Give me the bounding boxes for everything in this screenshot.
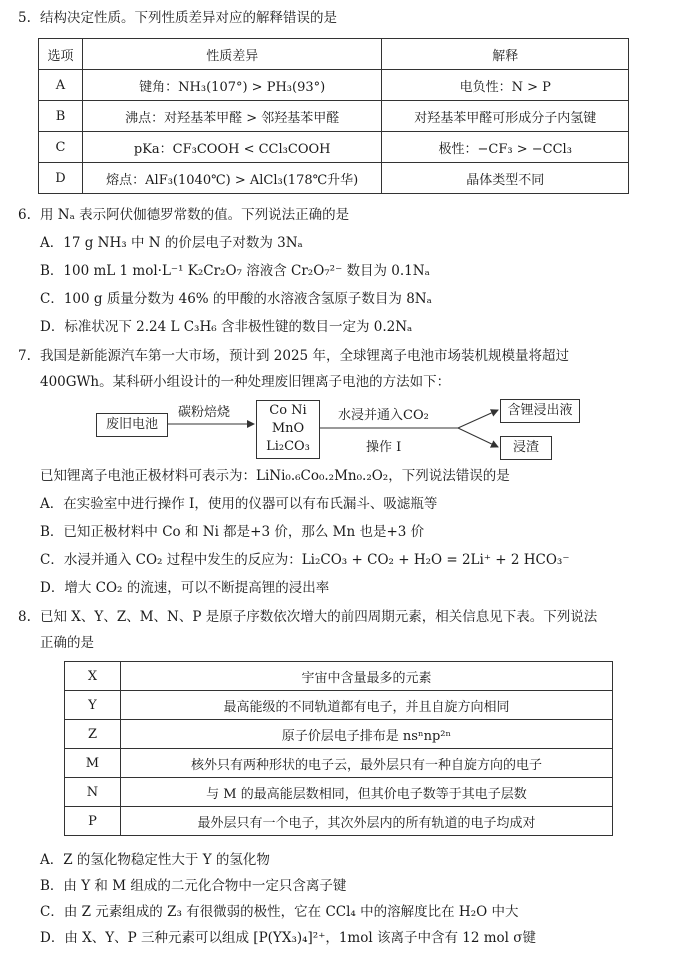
table-row	[65, 720, 613, 749]
q8-option-a: A．Z 的氢化物稳定性大于 Y 的氢化物	[40, 852, 270, 868]
q5-header-option: 选项	[39, 39, 83, 70]
q7-number: 7.	[18, 348, 31, 364]
q8-info: 核外只有两种形状的电子云，最外层只有一种自旋方向的电子	[120, 749, 612, 778]
q5-row-explanation: 晶体类型不同	[382, 163, 629, 194]
q8-option-c: C．由 Z 元素组成的 Z₃ 有很微弱的极性，它在 CCl₄ 中的溶解度比在 H₂O 中大	[40, 904, 519, 920]
q7-option-b: B．已知正极材料中 Co 和 Ni 都是+3 价，那么 Mn 也是+3 价	[40, 524, 425, 540]
table-row	[65, 778, 613, 807]
flow-step2-top-label: 水浸并通入CO₂	[338, 408, 429, 423]
q5-row-explanation: 电负性：N > P	[382, 70, 629, 101]
q6-option-a: A．17 g NH₃ 中 N 的价层电子对数为 3Nₐ	[40, 235, 303, 251]
flow-mid-line2: MnO	[271, 421, 305, 436]
q5-header-property: 性质差异	[82, 39, 382, 70]
q8-element: Y	[65, 691, 121, 720]
q8-text-line1: 已知 X、Y、Z、M、N、P 是原子序数依次增大的前四周期元素，相关信息见下表。下列说法	[40, 609, 598, 625]
q5-row-property: pKa：CF₃COOH < CCl₃COOH	[82, 132, 382, 163]
flow-step1-label: 碳粉焙烧	[178, 405, 231, 420]
q8-info: 最高能级的不同轨道都有电子，并且自旋方向相同	[120, 691, 612, 720]
table-row	[65, 749, 613, 778]
q6-option-d: D．标准状况下 2.24 L C₃H₆ 含非极性键的数目一定为 0.2Nₐ	[40, 319, 413, 335]
flow-mid-line1: Co Ni	[269, 403, 307, 418]
table-row	[65, 691, 613, 720]
q8-info: 原子价层电子排布是 nsⁿnp²ⁿ	[120, 720, 612, 749]
q7-known: 已知锂离子电池正极材料可表示为：LiNi₀.₆Co₀.₂Mn₀.₂O₂，下列说法错误的是	[40, 468, 510, 484]
q6-text: 用 Nₐ 表示阿伏伽德罗常数的值。下列说法正确的是	[40, 207, 350, 223]
q5-row-option: A	[39, 70, 83, 101]
q5-header-explanation: 解释	[382, 39, 629, 70]
q8-number: 8.	[18, 609, 31, 625]
flow-arrow-2-down	[458, 428, 498, 447]
q8-element: M	[65, 749, 121, 778]
q8-info: 宇宙中含量最多的元素	[120, 662, 612, 691]
table-row	[65, 662, 613, 691]
flow-step2-bottom-label: 操作 I	[366, 440, 402, 455]
q5-text: 结构决定性质。下列性质差异对应的解释错误的是	[40, 10, 337, 26]
flow-mid-line3: Li₂CO₃	[266, 439, 310, 454]
q8-option-b: B．由 Y 和 M 组成的二元化合物中一定只含离子键	[40, 878, 347, 894]
q7-option-c: C．水浸并通入 CO₂ 过程中发生的反应为：Li₂CO₃ + CO₂ + H₂O = 2Li⁺ + 2 HCO₃⁻	[40, 552, 570, 568]
q8-element: X	[65, 662, 121, 691]
q8-element: N	[65, 778, 121, 807]
q6-option-b: B．100 mL 1 mol·L⁻¹ K₂Cr₂O₇ 溶液含 Cr₂O₇²⁻ 数目为 0.1Nₐ	[40, 263, 430, 279]
flow-out1-box: 含锂浸出液	[500, 399, 580, 423]
q5-row-option: D	[39, 163, 83, 194]
q5-row-option: C	[39, 132, 83, 163]
q5-row-explanation: 对羟基苯甲醛可形成分子内氢键	[382, 101, 629, 132]
q7-text-line1: 我国是新能源汽车第一大市场，预计到 2025 年，全球锂离子电池市场装机规模量将超过	[40, 348, 569, 364]
q5-row-option: B	[39, 101, 83, 132]
q6-option-c: C．100 g 质量分数为 46% 的甲酸的水溶液含氢原子数目为 8Nₐ	[40, 291, 432, 307]
q5-row-property: 键角：NH₃(107°) > PH₃(93°)	[82, 70, 382, 101]
flow-out2-box: 浸渣	[500, 436, 552, 460]
q8-text-line2: 正确的是	[40, 635, 94, 651]
flow-start-box: 废旧电池	[96, 413, 168, 437]
q8-element: P	[65, 807, 121, 836]
table-row	[65, 807, 613, 836]
q5-number: 5.	[18, 10, 31, 26]
q7-option-a: A．在实验室中进行操作 I，使用的仪器可以有布氏漏斗、吸滤瓶等	[40, 496, 438, 512]
q8-option-d: D．由 X、Y、P 三种元素可以组成 [P(YX₃)₄]²⁺，1mol 该离子中含有 12 mol σ键	[40, 930, 536, 946]
q8-info: 与 M 的最高能层数相同，但其价电子数等于其电子层数	[120, 778, 612, 807]
q5-row-explanation: 极性：−CF₃ > −CCl₃	[382, 132, 629, 163]
q8-table	[64, 661, 613, 836]
q6-number: 6.	[18, 207, 31, 223]
q5-row-property: 沸点：对羟基苯甲醛 > 邻羟基苯甲醛	[82, 101, 382, 132]
q7-option-d: D．增大 CO₂ 的流速，可以不断提高锂的浸出率	[40, 580, 330, 596]
q8-info: 最外层只有一个电子，其次外层内的所有轨道的电子均成对	[120, 807, 612, 836]
q8-element: Z	[65, 720, 121, 749]
q8-stem	[18, 607, 597, 627]
flow-arrow-2-up	[458, 410, 498, 428]
q5-row-property: 熔点：AlF₃(1040℃) > AlCl₃(178℃升华)	[82, 163, 382, 194]
q7-text-line2: 400GWh。某科研小组设计的一种处理废旧锂离子电池的方法如下：	[40, 374, 451, 390]
